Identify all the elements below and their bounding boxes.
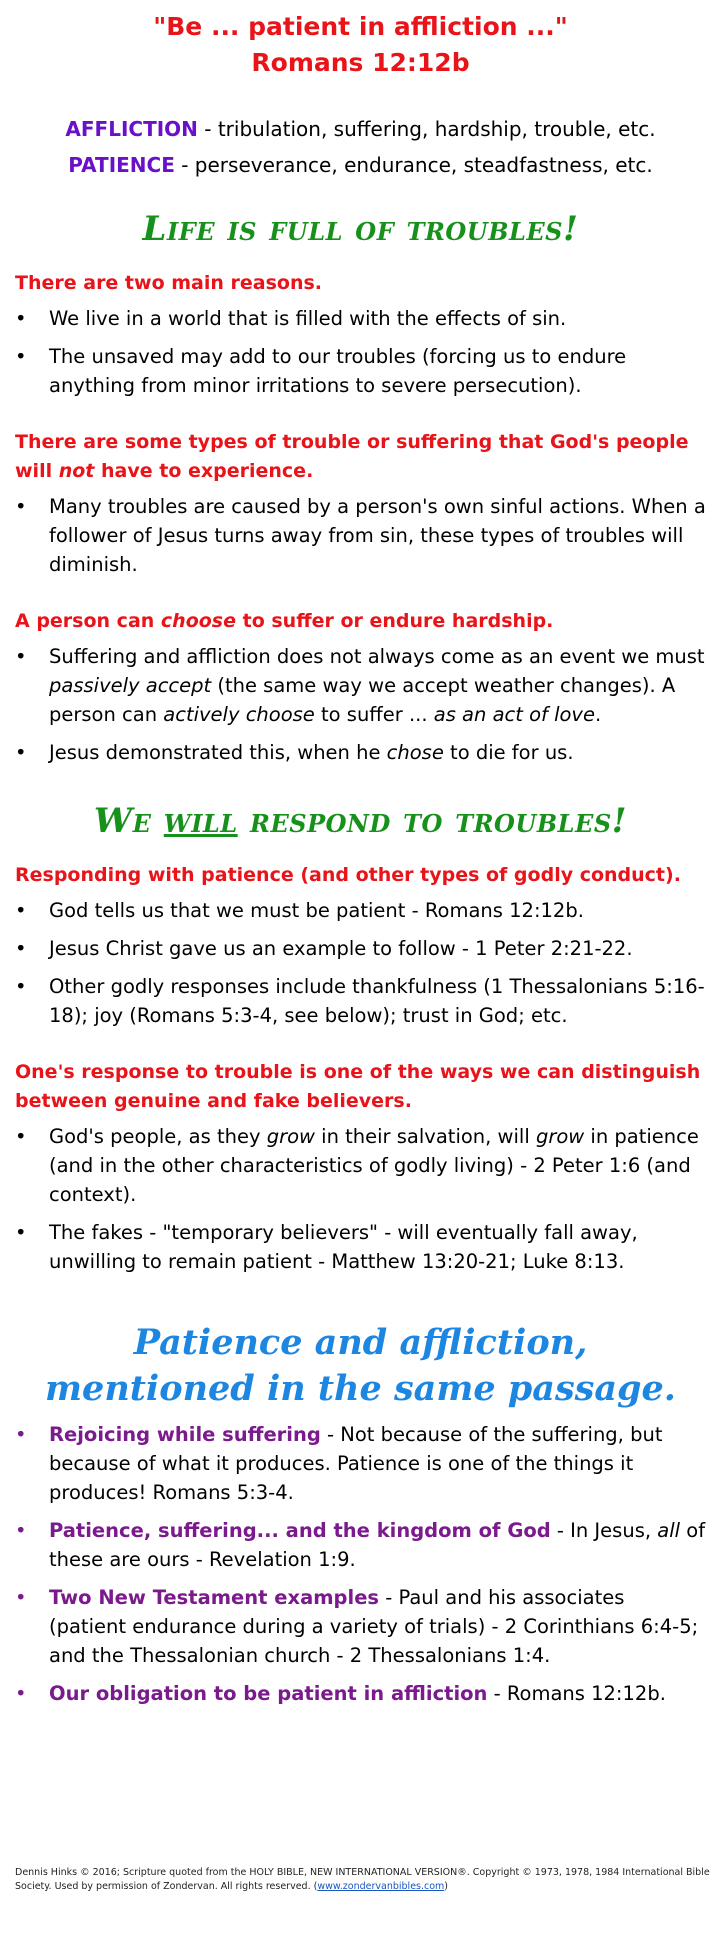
list-item <box>15 896 706 925</box>
section-title-text: We <box>93 801 164 841</box>
section2-blocks <box>15 861 706 1276</box>
bullet-list <box>15 1122 706 1276</box>
definition-patience <box>15 147 706 183</box>
item-emphasis: actively choose <box>163 703 315 726</box>
heading <box>15 607 706 636</box>
item-text: (the same way we accept weather changes). A person can <box>49 674 676 726</box>
item-text: of these are ours - Revelation 1:9. <box>49 1519 706 1571</box>
item-emphasis: grow <box>535 1125 585 1148</box>
heading-text: There are two main reasons. <box>15 272 323 294</box>
item-text: Jesus Christ gave us an example to follow - 1 Peter 2:21-22. <box>49 937 633 960</box>
section-title-emphasis: will <box>163 801 238 841</box>
definitions <box>15 111 706 183</box>
list-item <box>15 738 706 767</box>
section-title-patience-affliction <box>15 1320 706 1412</box>
item-text: Many troubles are caused by a person's own sinful actions. When a follower of Jesus turns away from sin, these types of troubles will diminish. <box>49 495 706 576</box>
item-text: - Romans 12:12b. <box>487 1682 666 1705</box>
section-title-life-troubles: Life is full of troubles! <box>142 209 579 249</box>
bullet-list <box>15 304 706 400</box>
section-title-line: mentioned in the same passage. <box>45 1368 676 1409</box>
item-text: - Not because of the suffering, but because of what it produces. Patience is one of the things it produces! Romans 5:3-4. <box>49 1423 663 1504</box>
list-item <box>15 1679 706 1708</box>
item-emphasis: chose <box>386 741 444 764</box>
heading-text: have to experience. <box>94 460 314 482</box>
item-text: to die for us. <box>443 741 574 764</box>
definition-affliction <box>15 111 706 147</box>
heading-text: There are some types of trouble or suffering that God's people will <box>15 431 689 482</box>
item-emphasis: grow <box>266 1125 315 1148</box>
footer-text: Dennis Hinks © 2016; Scripture quoted from the HOLY BIBLE, NEW INTERNATIONAL VERSION®. Copyright © 1973, 1978, 1984 International Bible Society. Used by permission of Zondervan. All rights reserved. ( <box>15 1867 710 1892</box>
item-text: Suffering and affliction does not always come as an event we must <box>49 645 705 668</box>
heading-text: to suffer or endure hardship. <box>236 610 554 632</box>
item-lead: Our obligation to be patient in affliction <box>49 1682 488 1705</box>
list-item <box>15 342 706 400</box>
list-item <box>15 304 706 333</box>
item-text: God's people, as they <box>49 1125 267 1148</box>
item-text: God tells us that we must be patient - Romans 12:12b. <box>49 899 584 922</box>
item-emphasis: passively accept <box>49 674 212 697</box>
bullet-list <box>15 896 706 1030</box>
item-lead: Rejoicing while suffering <box>49 1423 321 1446</box>
item-text: Jesus demonstrated this, when he <box>49 741 387 764</box>
term-affliction: AFFLICTION <box>65 117 198 141</box>
definition-affliction-text: - tribulation, suffering, hardship, trouble, etc. <box>197 117 656 141</box>
item-text: The unsaved may add to our troubles (forcing us to endure anything from minor irritations to severe persecution). <box>49 345 627 397</box>
heading-text: A person can <box>15 610 161 632</box>
footer-close: ) <box>444 1881 449 1892</box>
list-item <box>15 1122 706 1209</box>
heading <box>15 269 706 298</box>
item-text: - Paul and his associates (patient endurance during a variety of trials) - 2 Corinthians 6:4-5; and the Thessalonian church - 2 Thessalonians 1:4. <box>49 1586 699 1667</box>
heading-text: Responding with patience (and other types of godly conduct). <box>15 864 681 886</box>
item-text: in patience (and in the other characteristics of godly living) - 2 Peter 1:6 (and context). <box>49 1125 699 1206</box>
item-text: We live in a world that is filled with the effects of sin. <box>49 307 567 330</box>
section-title-text: respond to troubles! <box>237 801 628 841</box>
section1-blocks <box>15 269 706 767</box>
page-title: "Be ... patient in affliction ..." <box>153 12 568 41</box>
heading-text: One's response to trouble is one of the ways we can distinguish between genuine and fake believers. <box>15 1061 701 1112</box>
list-item <box>15 1516 706 1574</box>
list-item <box>15 934 706 963</box>
heading <box>15 1058 706 1116</box>
bullet-list <box>15 1420 706 1708</box>
heading <box>15 428 706 486</box>
list-item <box>15 642 706 729</box>
item-text: Other godly responses include thankfulness (1 Thessalonians 5:16-18); joy (Romans 5:3-4, see below); trust in God; etc. <box>49 975 705 1027</box>
item-lead: Two New Testament examples <box>49 1586 380 1609</box>
term-patience: PATIENCE <box>68 153 175 177</box>
page-reference: Romans 12:12b <box>251 48 470 77</box>
section-title-line: Patience and affliction, <box>133 1322 588 1363</box>
item-text: - In Jesus, <box>550 1519 658 1542</box>
section-title-respond-troubles <box>15 801 706 841</box>
bullet-list <box>15 492 706 579</box>
definition-patience-text: - perseverance, endurance, steadfastness, etc. <box>174 153 653 177</box>
item-text: The fakes - "temporary believers" - will eventually fall away, unwilling to remain patient - Matthew 13:20-21; Luke 8:13. <box>49 1221 638 1273</box>
list-item <box>15 1420 706 1507</box>
item-emphasis: all <box>657 1519 681 1542</box>
heading-emphasis: not <box>58 460 95 482</box>
bullet-list <box>15 642 706 767</box>
list-item <box>15 1583 706 1670</box>
item-emphasis: as an act of love <box>433 703 595 726</box>
list-item <box>15 492 706 579</box>
list-item <box>15 972 706 1030</box>
heading <box>15 861 706 890</box>
list-item <box>15 1218 706 1276</box>
footer-copyright <box>15 1866 710 1894</box>
item-text: to suffer ... <box>314 703 434 726</box>
heading-emphasis: choose <box>160 610 236 632</box>
item-lead: Patience, suffering... and the kingdom of God <box>49 1519 551 1542</box>
item-text: in their salvation, will <box>314 1125 536 1148</box>
item-text: . <box>594 703 602 726</box>
footer-link[interactable]: www.zondervanbibles.com <box>317 1881 445 1892</box>
